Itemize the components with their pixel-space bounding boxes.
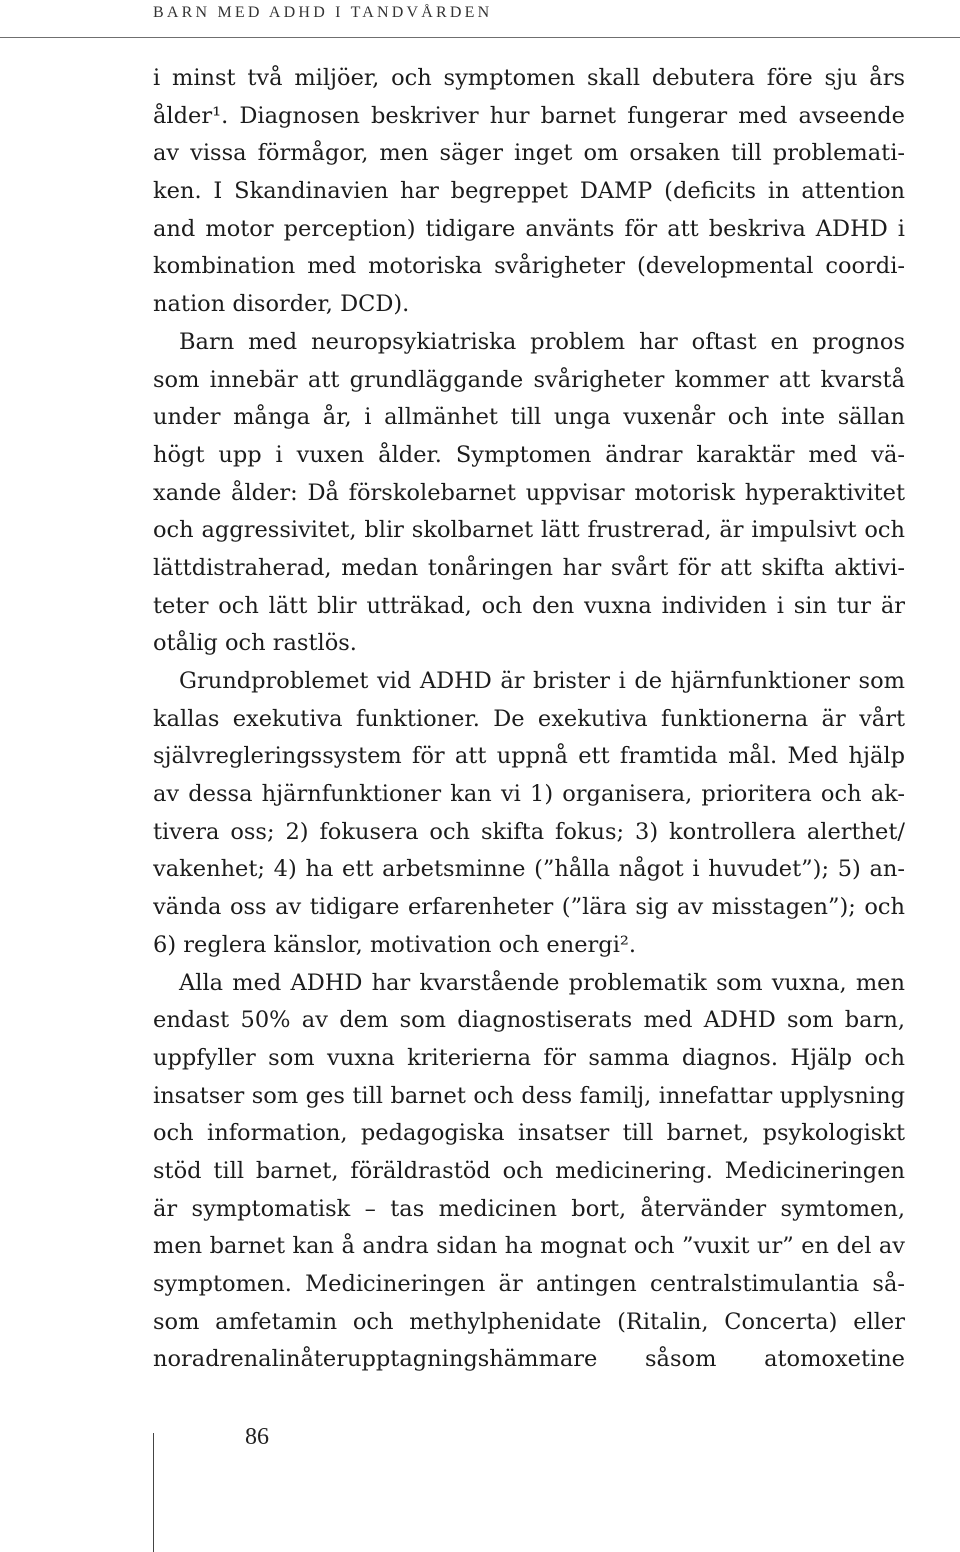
text-line: högt upp i vuxen ålder. Symptomen ändrar karaktär med vä- bbox=[153, 441, 905, 468]
text-line: xande ålder: Då förskolebarnet uppvisar motorisk hyperaktivitet bbox=[153, 479, 905, 506]
text-line: ålder¹. Diagnosen beskriver hur barnet fungerar med avseende bbox=[153, 102, 905, 129]
text-line: nation disorder, DCD). bbox=[153, 291, 410, 318]
text-line: är symptomatisk – tas medicinen bort, återvänder symtomen, bbox=[153, 1195, 905, 1222]
text-line: självregleringssystem för att uppnå ett framtida mål. Med hjälp bbox=[153, 743, 905, 770]
text-line: Grundproblemet vid ADHD är brister i de hjärnfunktioner som bbox=[179, 668, 905, 694]
text-line: kallas exekutiva funktioner. De exekutiva funktionerna är vårt bbox=[153, 705, 905, 732]
text-line: vända oss av tidigare erfarenheter (”lära sig av misstagen”); och bbox=[153, 894, 905, 921]
text-line: symptomen. Medicineringen är antingen centralstimulantia så- bbox=[153, 1271, 905, 1297]
text-line: Alla med ADHD har kvarstående problematik som vuxna, men bbox=[179, 969, 905, 996]
page-number: 86 bbox=[245, 1424, 269, 1450]
text-line: som innebär att grundläggande svårigheter kommer att kvarstå bbox=[153, 366, 905, 393]
text-line: tivera oss; 2) fokusera och skifta fokus; 3) kontrollera alerthet/ bbox=[153, 818, 905, 845]
body-text bbox=[153, 60, 905, 1379]
text-line: under många år, i allmänhet till unga vuxenår och inte sällan bbox=[153, 404, 905, 431]
text-line: endast 50% av dem som diagnostiserats med ADHD som barn, bbox=[153, 1007, 905, 1034]
text-line: teter och lätt blir utträkad, och den vuxna individen i sin tur är bbox=[153, 592, 905, 619]
text-line: och information, pedagogiska insatser till barnet, psykologiskt bbox=[153, 1120, 905, 1147]
text-line: i minst två miljöer, och symptomen skall debutera före sju års bbox=[153, 65, 905, 91]
text-line: 6) reglera känslor, motivation och energi². bbox=[153, 931, 637, 958]
text-line: men barnet kan å andra sidan ha mognat och ”vuxit ur” en del av bbox=[153, 1233, 905, 1260]
text-line: och aggressivitet, blir skolbarnet lätt frustrerad, är impulsivt och bbox=[153, 517, 905, 544]
footer-rule bbox=[153, 1433, 154, 1552]
text-line: insatser som ges till barnet och dess familj, innefattar upplysning bbox=[153, 1082, 905, 1109]
header-rule bbox=[0, 37, 960, 38]
running-head: BARN MED ADHD I TANDVÅRDEN bbox=[153, 4, 493, 21]
text-line: noradrenalinåterupptagningshämmare såsom atomoxetine bbox=[153, 1346, 905, 1373]
text-line: otålig och rastlös. bbox=[153, 630, 357, 657]
text-line: vakenhet; 4) ha ett arbetsminne (”hålla något i huvudet”); 5) an- bbox=[153, 856, 905, 883]
text-line: av vissa förmågor, men säger inget om orsaken till problemati- bbox=[153, 140, 905, 167]
text-line: Barn med neuropsykiatriska problem har oftast en prognos bbox=[179, 328, 905, 355]
text-line: som amfetamin och methylphenidate (Ritalin, Concerta) eller bbox=[153, 1308, 905, 1335]
text-line: stöd till barnet, föräldrastöd och medicinering. Medicineringen bbox=[153, 1157, 905, 1184]
text-line: kombination med motoriska svårigheter (developmental coordi- bbox=[153, 253, 905, 280]
text-line: ken. I Skandinavien har begreppet DAMP (deficits in attention bbox=[153, 178, 905, 205]
text-line: and motor perception) tidigare använts för att beskriva ADHD i bbox=[153, 215, 905, 242]
text-line: av dessa hjärnfunktioner kan vi 1) organisera, prioritera och ak- bbox=[153, 781, 905, 808]
text-line: uppfyller som vuxna kriterierna för samma diagnos. Hjälp och bbox=[153, 1044, 905, 1071]
text-line: lättdistraherad, medan tonåringen har svårt för att skifta aktivi- bbox=[153, 554, 905, 581]
